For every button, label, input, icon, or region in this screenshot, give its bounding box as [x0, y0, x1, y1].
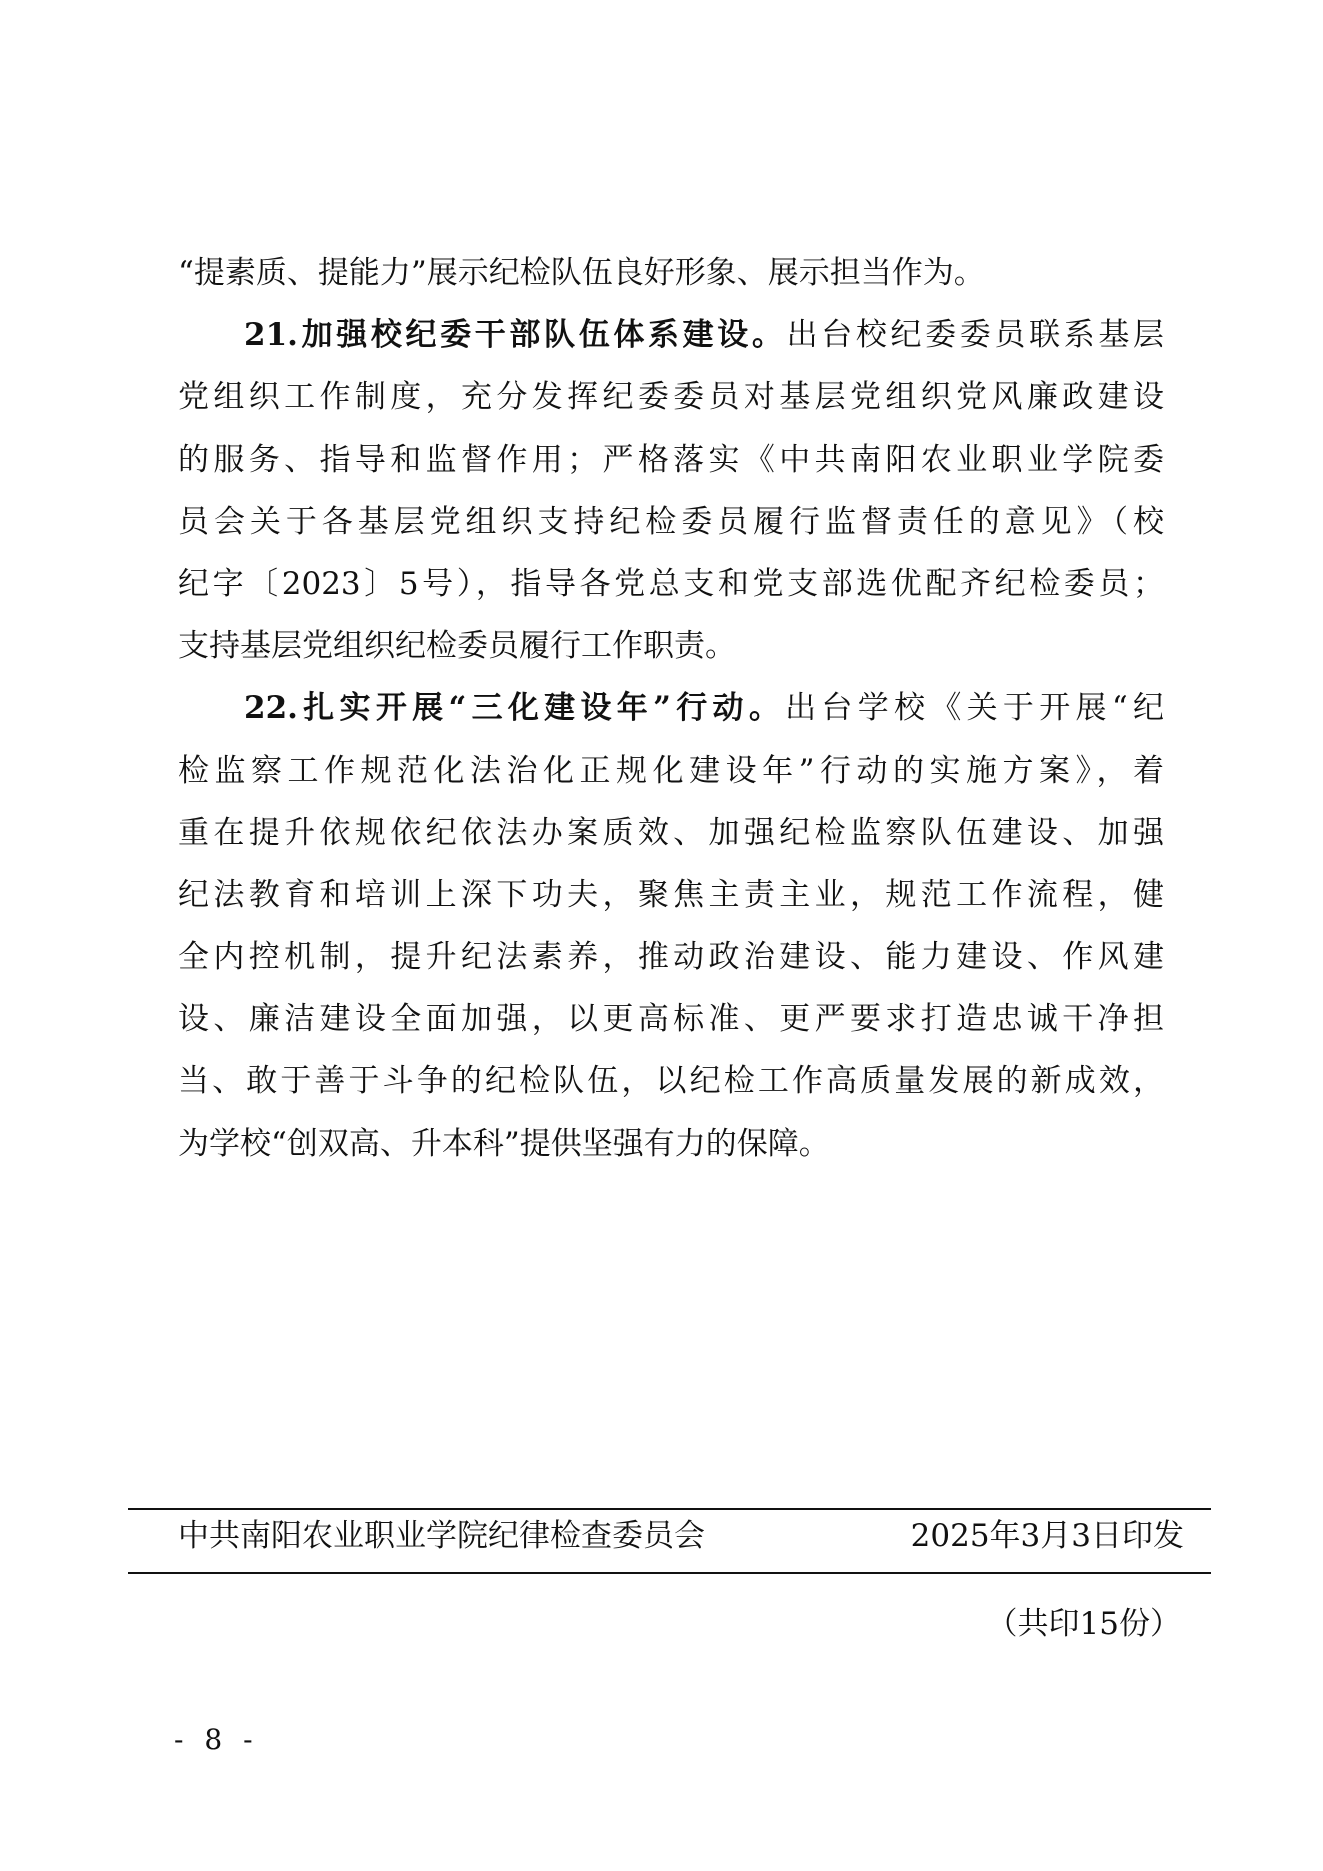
body-line-11: 纪法教育和培训上深下功夫，聚焦主责主业，规范工作流程，健 — [178, 876, 1164, 913]
item-22-heading: 22.扎实开展“三化建设年”行动。 — [244, 690, 786, 727]
body-line-3: 党组织工作制度，充分发挥纪委委员对基层党组织党风廉政建设 — [178, 379, 1164, 416]
issuance-row — [178, 1511, 1184, 1561]
body-line-7: 支持基层党组织纪检委员履行工作职责。 — [178, 628, 736, 665]
body-line-13: 设、廉洁建设全面加强，以更高标准、更严要求打造忠诚干净担 — [178, 1001, 1164, 1038]
item-21-first-line-text: 出台校纪委委员联系基层 — [786, 317, 1164, 354]
footer-top-rule — [128, 1508, 1211, 1510]
issuer-name: 中共南阳农业职业学院纪律检查委员会 — [178, 1518, 705, 1554]
page-number: - 8 - — [174, 1723, 259, 1756]
body-line-1: “提素质、提能力”展示纪检队伍良好形象、展示担当作为。 — [178, 255, 985, 291]
item-21-heading: 21.加强校纪委干部队伍体系建设。 — [244, 317, 787, 354]
item-22-first-line — [178, 677, 1164, 739]
print-copies: （共印15份） — [986, 1606, 1181, 1642]
body-line-15: 为学校“创双高、升本科”提供坚强有力的保障。 — [178, 1125, 830, 1162]
body-line-14: 当、敢于善于斗争的纪检队伍，以纪检工作高质量发展的新成效， — [178, 1063, 1164, 1100]
body-line-5: 员会关于各基层党组织支持纪检委员履行监督责任的意见》（校 — [178, 503, 1164, 540]
item-21-first-line — [178, 304, 1164, 366]
body-line-10: 重在提升依规依纪依法办案质效、加强纪检监察队伍建设、加强 — [178, 814, 1164, 851]
item-22-first-line-text: 出台学校《关于开展“纪 — [785, 690, 1164, 727]
document-body — [178, 242, 1164, 1175]
body-line-4: 的服务、指导和监督作用；严格落实《中共南阳农业职业学院委 — [178, 441, 1164, 478]
issue-date: 2025年3月3日印发 — [910, 1518, 1184, 1554]
body-line-9: 检监察工作规范化法治化正规化建设年”行动的实施方案》，着 — [178, 752, 1164, 789]
footer-bottom-rule — [128, 1572, 1211, 1574]
body-line-12: 全内控机制，提升纪法素养，推动政治建设、能力建设、作风建 — [178, 939, 1164, 976]
body-line-6: 纪字〔2023〕5号），指导各党总支和党支部选优配齐纪检委员； — [178, 565, 1164, 602]
